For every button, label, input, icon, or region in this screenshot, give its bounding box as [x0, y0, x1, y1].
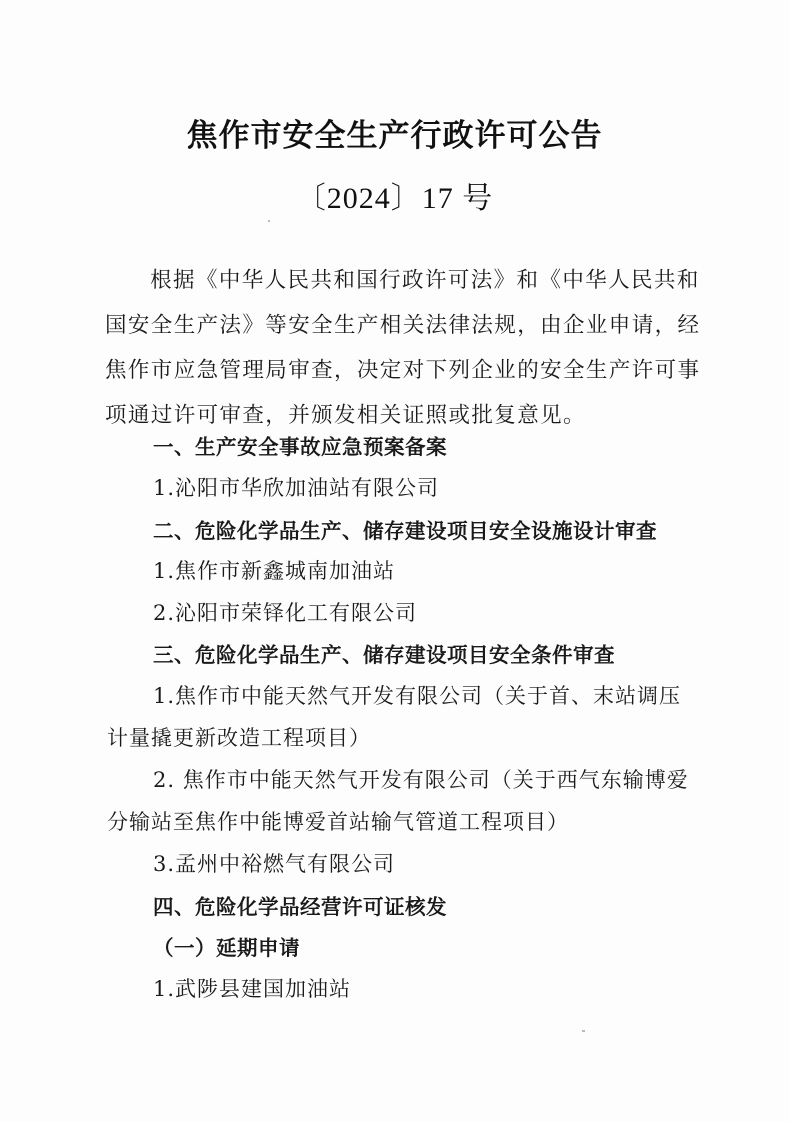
list-item: 1.焦作市新鑫城南加油站 — [153, 559, 396, 583]
intro-line: 国安全生产法》等安全生产相关法律法规，由企业申请，经 — [105, 313, 701, 338]
list-item: 计量撬更新改造工程项目） — [107, 726, 371, 750]
list-item: 2.沁阳市荣铎化工有限公司 — [153, 601, 418, 625]
scan-speck — [268, 220, 270, 222]
list-item: 1.沁阳市华欣加油站有限公司 — [153, 476, 440, 500]
document-title: 焦作市安全生产行政许可公告 — [186, 118, 603, 154]
intro-line: 根据《中华人民共和国行政许可法》和《中华人民共和 — [150, 268, 700, 293]
list-item: 2. 焦作市中能天然气开发有限公司（关于西气东输博爱 — [153, 768, 689, 792]
list-item: 分输站至焦作中能博爱首站输气管道工程项目） — [107, 810, 569, 834]
section-subheading: （一）延期申请 — [153, 936, 300, 960]
section-heading: 三、危险化学品生产、储存建设项目安全条件审查 — [153, 643, 615, 667]
intro-line: 焦作市应急管理局审查，决定对下列企业的安全生产许可事 — [105, 358, 701, 383]
list-item: 3.孟州中裕燃气有限公司 — [153, 852, 396, 876]
list-item: 1.焦作市中能天然气开发有限公司（关于首、末站调压 — [153, 684, 682, 708]
intro-line: 项通过许可审查，并颁发相关证照或批复意见。 — [105, 403, 586, 428]
section-heading: 四、危险化学品经营许可证核发 — [153, 895, 447, 919]
scan-speck — [582, 1030, 585, 1032]
document-number: 〔2024〕17 号 — [295, 182, 494, 215]
section-heading: 二、危险化学品生产、储存建设项目安全设施设计审查 — [153, 519, 657, 543]
intro-paragraph — [105, 258, 701, 438]
section-heading: 一、生产安全事故应急预案备案 — [153, 435, 447, 459]
list-item: 1.武陟县建国加油站 — [153, 977, 352, 1001]
